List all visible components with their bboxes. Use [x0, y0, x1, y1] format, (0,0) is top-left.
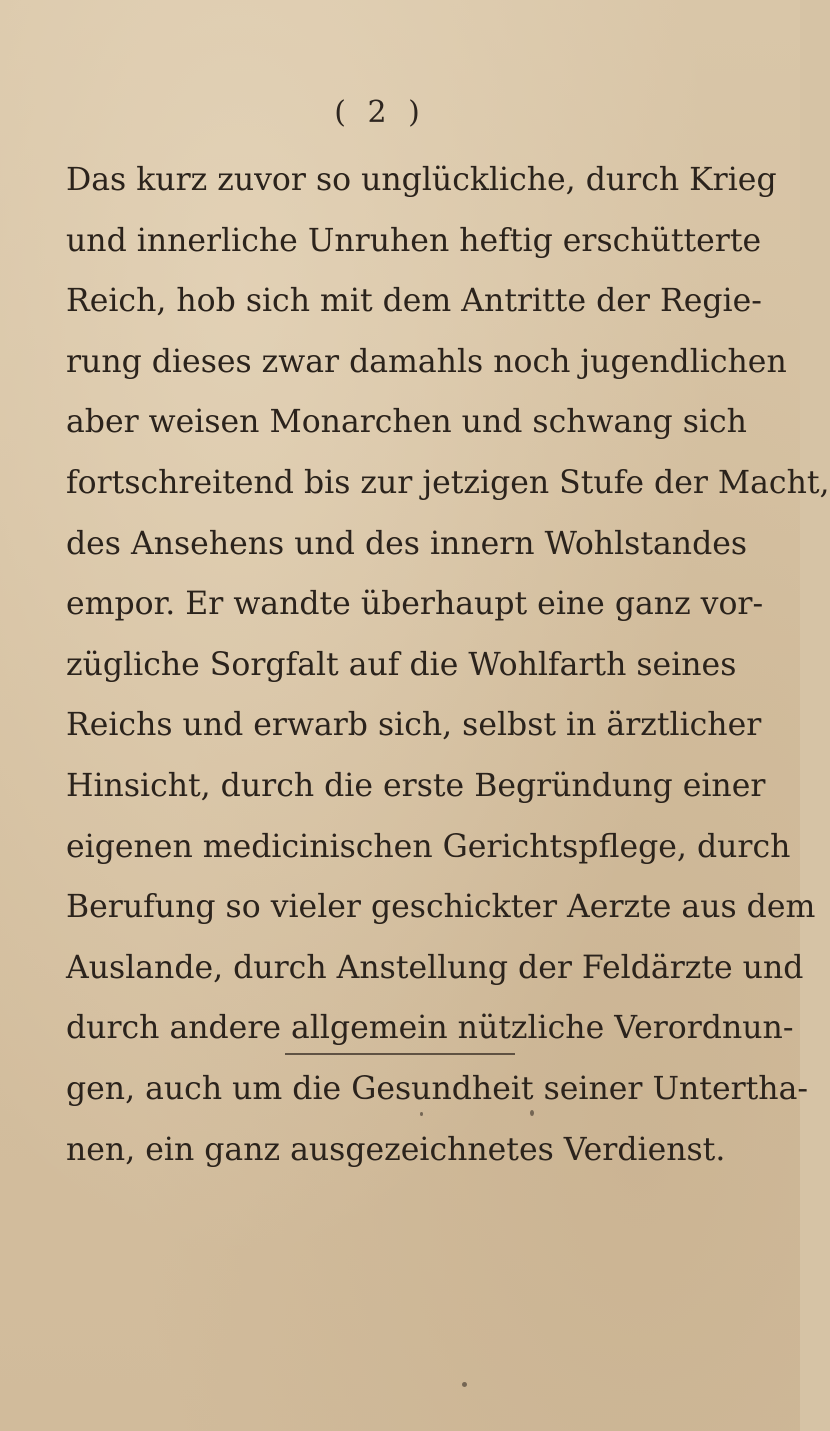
text-line: Reichs und erwarb sich, selbst in ärztlicher [66, 707, 762, 744]
text-line: rung dieses zwar damahls noch jugendlichen [66, 343, 787, 380]
text-line: des Ansehens und des innern Wohlstandes [66, 525, 748, 562]
text-line: Auslande, durch Anstellung der Feldärzte und [66, 949, 804, 986]
text-line: fortschreitend bis zur jetzigen Stufe der Macht, [66, 464, 830, 501]
text-line: empor. Er wandte überhaupt eine ganz vor- [66, 586, 764, 623]
body-text [66, 150, 830, 1180]
closing-rule [285, 1053, 515, 1055]
text-line: gen, auch um die Gesundheit seiner Untertha- [66, 1070, 809, 1107]
text-line: Reich, hob sich mit dem Antritte der Regie- [66, 283, 762, 320]
text-line: zügliche Sorgfalt auf die Wohlfarth seines [66, 646, 737, 683]
paper-speck [420, 1112, 423, 1116]
text-line: Hinsicht, durch die erste Begründung einer [66, 767, 766, 804]
text-line: und innerliche Unruhen heftig erschütterte [66, 222, 762, 259]
text-line-last: nen, ein ganz ausgezeichnetes Verdienst. [66, 1131, 726, 1168]
text-line: Berufung so vieler geschickter Aerzte aus dem [66, 889, 816, 926]
text-line: Das kurz zuvor so unglückliche, durch Krieg [66, 162, 777, 198]
text-line: durch andere allgemein nützliche Verordnun- [66, 1010, 794, 1047]
paper-speck [530, 1110, 534, 1116]
text-line: aber weisen Monarchen und schwang sich [66, 404, 747, 441]
paper-speck [462, 1382, 467, 1387]
page-number: ( 2 ) [334, 95, 426, 130]
text-line: eigenen medicinischen Gerichtspflege, durch [66, 828, 791, 865]
